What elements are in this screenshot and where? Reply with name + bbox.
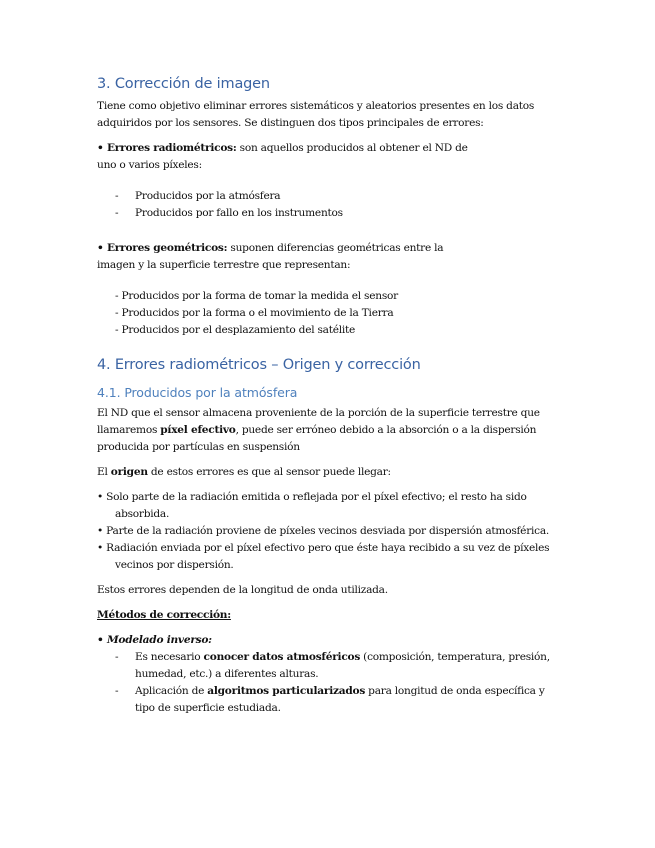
section-4-title: 4. Errores radiométricos – Origen y corrección bbox=[97, 357, 421, 373]
list-item: • Radiación enviada por el píxel efectivo pero que éste haya recibido a su vez de píxeles vecinos por dispersión. bbox=[97, 542, 550, 571]
list-item: - Es necesario conocer datos atmosféricos (composición, temperatura, presión, humedad, etc.) a diferentes alturas. bbox=[115, 651, 550, 680]
list-item: - Producidos por la forma de tomar la medida el sensor bbox=[115, 290, 398, 302]
section-4-1-intro: El ND que el sensor almacena proveniente de la porción de la superficie terrestre que llamaremos píxel efectivo, puede ser erróneo debido a la absorción o a la dispersión producida por partículas en suspensión bbox=[97, 407, 540, 453]
origin-paragraph: El origen de estos errores es que al sensor puede llegar: bbox=[97, 466, 391, 478]
radiometric-errors-label: • Errores radiométricos: bbox=[97, 142, 237, 154]
radiometric-errors-paragraph: • Errores radiométricos: son aquellos producidos al obtener el ND de uno o varios píxeles: bbox=[97, 142, 468, 171]
list-item: - Producidos por fallo en los instrumentos bbox=[115, 207, 343, 219]
methods-title: Métodos de corrección: bbox=[97, 609, 231, 621]
method-inverse-modeling-label: • Modelado inverso: bbox=[97, 634, 212, 646]
radiometric-errors-list bbox=[97, 188, 567, 222]
section-4-1-title: 4.1. Producidos por la atmósfera bbox=[97, 385, 298, 400]
geometric-errors-paragraph: • Errores geométricos: suponen diferencias geométricas entre la imagen y la superficie terrestre que representan: bbox=[97, 242, 444, 271]
geometric-errors-label: • Errores geométricos: bbox=[97, 242, 228, 254]
list-item: - Producidos por el desplazamiento del satélite bbox=[115, 324, 356, 336]
document-page bbox=[97, 76, 567, 717]
geometric-errors-list bbox=[97, 288, 567, 339]
section-3-intro: Tiene como objetivo eliminar errores sistemáticos y aleatorios presentes en los datos adquiridos por los sensores. Se distinguen dos tipos principales de errores: bbox=[97, 100, 535, 129]
list-item: • Solo parte de la radiación emitida o reflejada por el píxel efectivo; el resto ha sido absorbida. bbox=[97, 491, 527, 520]
list-item: - Aplicación de algoritmos particularizados para longitud de onda específica y tipo de superficie estudiada. bbox=[115, 685, 545, 714]
section-3-title: 3. Corrección de imagen bbox=[97, 76, 270, 92]
list-item: - Producidos por la atmósfera bbox=[115, 190, 281, 202]
list-item: - Producidos por la forma o el movimiento de la Tierra bbox=[115, 307, 394, 319]
wavelength-note: Estos errores dependen de la longitud de onda utilizada. bbox=[97, 584, 388, 596]
origin-bullets bbox=[97, 489, 567, 574]
inverse-modeling-list bbox=[97, 649, 567, 717]
list-item: • Parte de la radiación proviene de píxeles vecinos desviada por dispersión atmosférica. bbox=[97, 525, 550, 537]
